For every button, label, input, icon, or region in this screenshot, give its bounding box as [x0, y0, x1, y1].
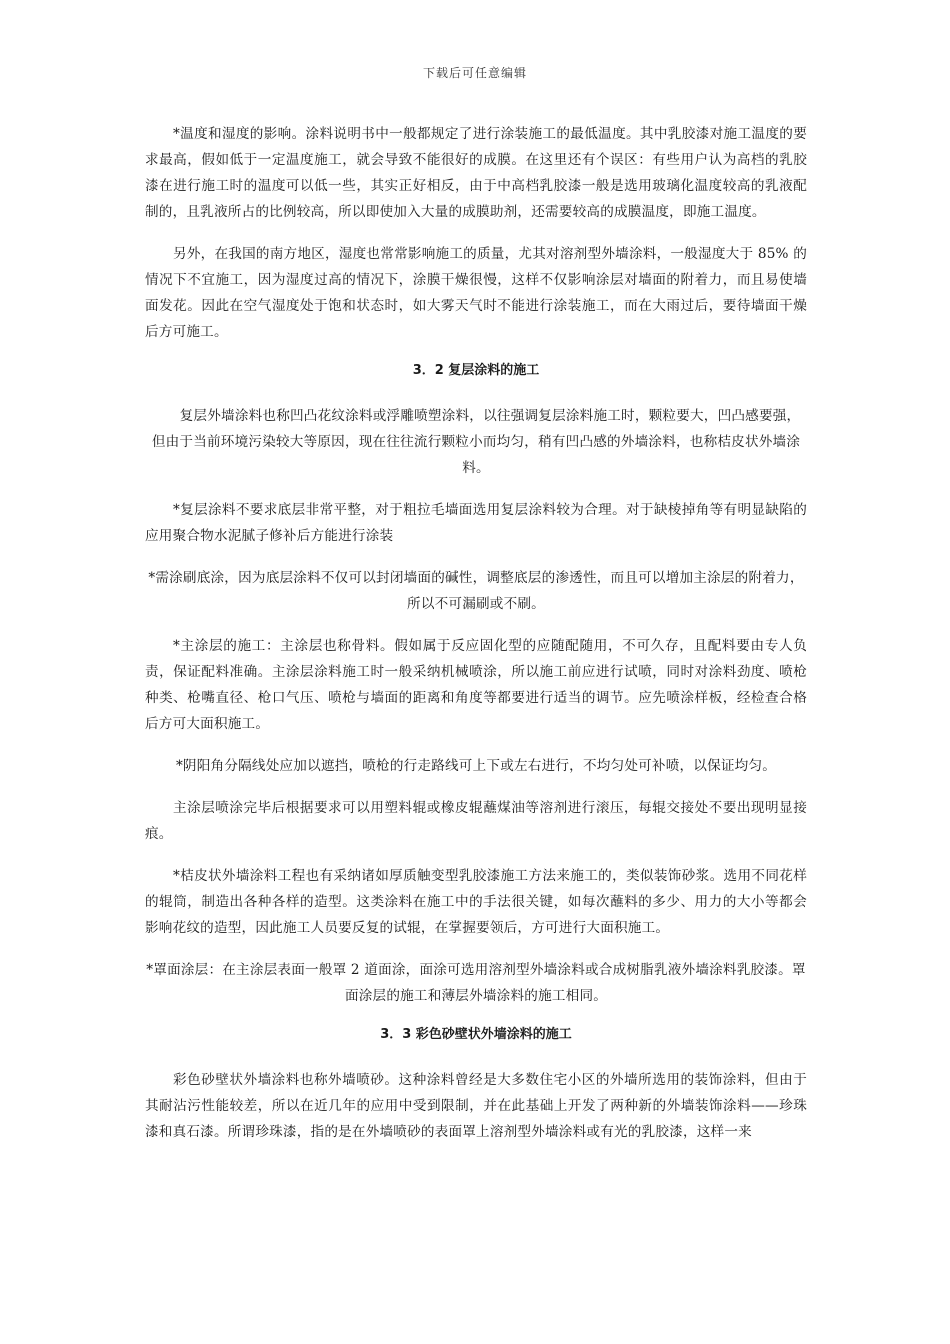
paragraph-main-coat: *主涂层的施工：主涂层也称骨料。假如属于反应固化型的应随配随用，不可久存，且配料要由专人负责，保证配料准确。主涂层涂料施工时一般采纳机械喷涂，所以施工前应进行试喷，同时对涂料劲度、喷枪种类、枪嘴直径、枪口气压、喷枪与墙面的距离和角度等都要进行适当的调节。应先喷涂样板，经检查合格后方可大面积施工。 [145, 638, 807, 732]
paragraph-base-layer: *复层涂料不要求底层非常平整，对于粗拉毛墙面选用复层涂料较为合理。对于缺棱掉角等有明显缺陷的应用聚合物水泥腻子修补后方能进行涂装 [145, 502, 807, 544]
paragraph-corner-masking: *阴阳角分隔线处应加以遮挡，喷枪的行走路线可上下或左右进行，不均匀处可补喷，以保证均匀。 [175, 758, 777, 774]
paragraph-southern-humidity: 另外，在我国的南方地区，湿度也常常影响施工的质量，尤其对溶剂型外墙涂料，一般湿度大于 85% 的情况下不宜施工，因为湿度过高的情况下，涂膜干燥很慢，这样不仅影响涂层对墙面的附着力，而且易使墙面发花。因此在空气湿度处于饱和状态时，如大雾天气时不能进行涂装施工，而在大雨过后，要待墙面干燥后方可施工。 [145, 246, 807, 340]
paragraph-sand-texture: 彩色砂壁状外墙涂料也称外墙喷砂。这种涂料曾经是大多数住宅小区的外墙所选用的装饰涂料，但由于其耐沾污性能较差，所以在近几年的应用中受到限制，并在此基础上开发了两种新的外墙装饰涂料——珍珠漆和真石漆。所谓珍珠漆，指的是在外墙喷砂的表面罩上溶剂型外墙涂料或有光的乳胶漆，这样一来 [145, 1072, 807, 1140]
section-heading-3-2: 3．2 复层涂料的施工 [412, 363, 540, 378]
paragraph-multilayer-intro: 复层外墙涂料也称凹凸花纹涂料或浮雕喷塑涂料，以往强调复层涂料施工时，颗粒要大，凹凸感要强，但由于当前环境污染较大等原因，现在往往流行颗粒小而均匀，稍有凹凸感的外墙涂料，也称桔皮状外墙涂料。 [151, 408, 801, 476]
section-heading-3-3: 3．3 彩色砂壁状外墙涂料的施工 [380, 1027, 572, 1042]
paragraph-orange-peel: *桔皮状外墙涂料工程也有采纳诸如厚质触变型乳胶漆施工方法来施工的，类似装饰砂浆。选用不同花样的辊筒，制造出各种各样的造型。这类涂料在施工中的手法很关键，如每次蘸料的多少、用力的大小等都会影响花纹的造型，因此施工人员要反复的试辊，在掌握要领后，方可进行大面积施工。 [145, 868, 807, 936]
paragraph-temperature-humidity: *温度和湿度的影响。涂料说明书中一般都规定了进行涂装施工的最低温度。其中乳胶漆对施工温度的要求最高，假如低于一定温度施工，就会导致不能很好的成膜。在这里还有个误区：有些用户认为高档的乳胶漆在进行施工时的温度可以低一些，其实正好相反，由于中高档乳胶漆一般是选用玻璃化温度较高的乳液配制的，且乳液所占的比例较高，所以即使加入大量的成膜助剂，还需要较高的成膜温度，即施工温度。 [145, 126, 807, 220]
paragraph-primer: *需涂刷底涂，因为底层涂料不仅可以封闭墙面的碱性，调整底层的渗透性，而且可以增加主涂层的附着力，所以不可漏刷或不刷。 [148, 570, 804, 612]
paragraph-top-coat: *罩面涂层：在主涂层表面一般罩 2 道面涂，面涂可选用溶剂型外墙涂料或合成树脂乳液外墙涂料乳胶漆。罩面涂层的施工和薄层外墙涂料的施工相同。 [146, 962, 806, 1004]
paragraph-rolling: 主涂层喷涂完毕后根据要求可以用塑料辊或橡皮辊蘸煤油等溶剂进行滚压，每辊交接处不要出现明显接痕。 [145, 800, 807, 842]
document-body [145, 121, 807, 1161]
header-note: 下载后可任意编辑 [422, 66, 527, 80]
